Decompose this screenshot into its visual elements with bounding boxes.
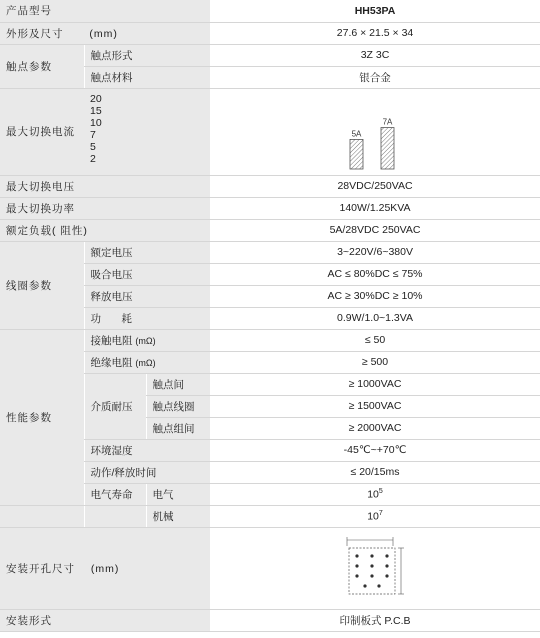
max-power-row	[0, 197, 540, 219]
insulation-resistance-label: 绝缘电阻	[90, 356, 133, 369]
life-mechanical-value	[210, 505, 540, 527]
dielectric-label: 介质耐压	[84, 373, 146, 439]
current-levels-cell	[84, 88, 210, 175]
pin-hole	[363, 584, 366, 587]
rated-load-value: 5A/28VDC 250VAC	[210, 219, 540, 241]
coil-row-0	[0, 241, 540, 263]
dimensions-value: 27.6 × 21.5 × 34	[210, 22, 540, 44]
current-level-2: 10	[90, 116, 102, 129]
pin-hole	[385, 554, 388, 557]
dimensions-row	[0, 22, 540, 44]
life-mechanical-exp: 7	[378, 509, 383, 517]
dielectric-item-value: ≥ 1000VAC	[210, 373, 540, 395]
pin-hole	[355, 554, 358, 557]
model-value: HH53PA	[210, 0, 540, 22]
life-mechanical-label: 机械	[146, 505, 210, 527]
life-label-cell	[84, 483, 146, 505]
header-label: 产品型号	[0, 0, 210, 22]
pin-hole	[377, 584, 380, 587]
current-bar-5a	[350, 139, 363, 169]
rated-load-label: 额定负载( 阻性)	[0, 219, 210, 241]
current-level-0: 20	[90, 92, 102, 105]
max-power-label: 最大切换功率	[0, 197, 210, 219]
coil-item-label: 功 耗	[84, 307, 210, 329]
coil-item-label: 释放电压	[84, 285, 210, 307]
coil-item-label: 额定电压	[84, 241, 210, 263]
contact-material-label: 触点材料	[84, 66, 210, 88]
timing-label: 动作/释放时间	[84, 461, 210, 483]
coil-item-value: 0.9W/1.0~1.3VA	[210, 307, 540, 329]
contact-resistance-value: ≤ 50	[210, 329, 540, 351]
coil-item-value: AC ≥ 30%DC ≥ 10%	[210, 285, 540, 307]
contact-form-row	[0, 44, 540, 66]
current-chart-cell	[210, 88, 540, 175]
life-mechanical-spacer	[0, 505, 84, 527]
max-current-row	[0, 88, 540, 175]
mounting-type-label: 安装形式	[0, 609, 210, 631]
current-level-3: 7	[90, 128, 96, 141]
header-row	[0, 0, 540, 22]
life-electrical-value	[210, 483, 540, 505]
life-mechanical-label-pad	[84, 505, 146, 527]
mounting-diagram-cell	[210, 527, 540, 609]
pin-hole	[370, 574, 373, 577]
pin-hole	[385, 564, 388, 567]
max-voltage-row	[0, 175, 540, 197]
max-voltage-label: 最大切换电压	[0, 175, 210, 197]
dielectric-item-value: ≥ 2000VAC	[210, 417, 540, 439]
pin-hole	[370, 554, 373, 557]
current-level-5: 2	[90, 152, 96, 165]
mounting-hole-label-cell	[0, 527, 210, 609]
current-bar-label: 5A	[351, 128, 362, 138]
current-levels	[90, 89, 204, 165]
contact-material-value: 银合金	[210, 66, 540, 88]
timing-value: ≤ 20/15ms	[210, 461, 540, 483]
contact-resistance-unit: (mΩ)	[135, 335, 156, 346]
max-voltage-value: 28VDC/250VAC	[210, 175, 540, 197]
insulation-resistance-value: ≥ 500	[210, 351, 540, 373]
pin-hole	[385, 574, 388, 577]
insulation-resistance-label-cell	[84, 351, 210, 373]
mounting-hole-unit: (mm)	[90, 562, 120, 575]
current-bar-7a	[381, 127, 394, 168]
contact-params-label: 触点参数	[0, 44, 84, 88]
dielectric-item-value: ≥ 1500VAC	[210, 395, 540, 417]
life-electrical-base: 10	[367, 488, 379, 501]
life-electrical-label: 电气	[146, 483, 210, 505]
max-current-label: 最大切换电流	[0, 88, 84, 175]
pin-hole	[355, 564, 358, 567]
current-level-4: 5	[90, 140, 96, 153]
pin-hole	[355, 574, 358, 577]
max-power-value: 140W/1.25KVA	[210, 197, 540, 219]
performance-label: 性能参数	[0, 329, 84, 505]
life-label: 电气寿命	[90, 488, 133, 501]
mounting-type-value: 印制板式 P.C.B	[210, 609, 540, 631]
contact-resistance-row	[0, 329, 540, 351]
mounting-hole-diagram	[335, 532, 415, 604]
pin-holes	[355, 554, 388, 587]
temperature-value: -45℃~+70℃	[210, 439, 540, 461]
coil-label: 线圈参数	[0, 241, 84, 329]
mounting-hole-label: 安装开孔尺寸	[6, 562, 75, 575]
current-bar-label: 7A	[382, 117, 393, 127]
dimensions-label-cell	[0, 22, 210, 44]
mounting-hole-row	[0, 527, 540, 609]
life-mechanical-base: 10	[367, 510, 379, 523]
pin-hole	[370, 564, 373, 567]
contact-resistance-label-cell	[84, 329, 210, 351]
life-mechanical-row	[0, 505, 540, 527]
temperature-label: 环境湿度	[84, 439, 210, 461]
dimensions-unit: (mm)	[89, 27, 118, 40]
coil-item-value: 3~220V/6~380V	[210, 241, 540, 263]
dimensions-label: 外形及尺寸	[6, 27, 64, 40]
dielectric-item-label: 触点线圈	[146, 395, 210, 417]
mounting-type-row	[0, 609, 540, 631]
insulation-resistance-unit: (mΩ)	[135, 357, 156, 368]
contact-resistance-label: 接触电阻	[90, 334, 133, 347]
current-bar-chart	[210, 89, 540, 175]
current-level-1: 15	[90, 104, 102, 117]
contact-form-label: 触点形式	[84, 44, 210, 66]
coil-item-value: AC ≤ 80%DC ≤ 75%	[210, 263, 540, 285]
rated-load-row	[0, 219, 540, 241]
dielectric-item-label: 触点组间	[146, 417, 210, 439]
contact-form-value: 3Z 3C	[210, 44, 540, 66]
life-electrical-exp: 5	[378, 487, 383, 495]
dielectric-item-label: 触点间	[146, 373, 210, 395]
coil-item-label: 吸合电压	[84, 263, 210, 285]
